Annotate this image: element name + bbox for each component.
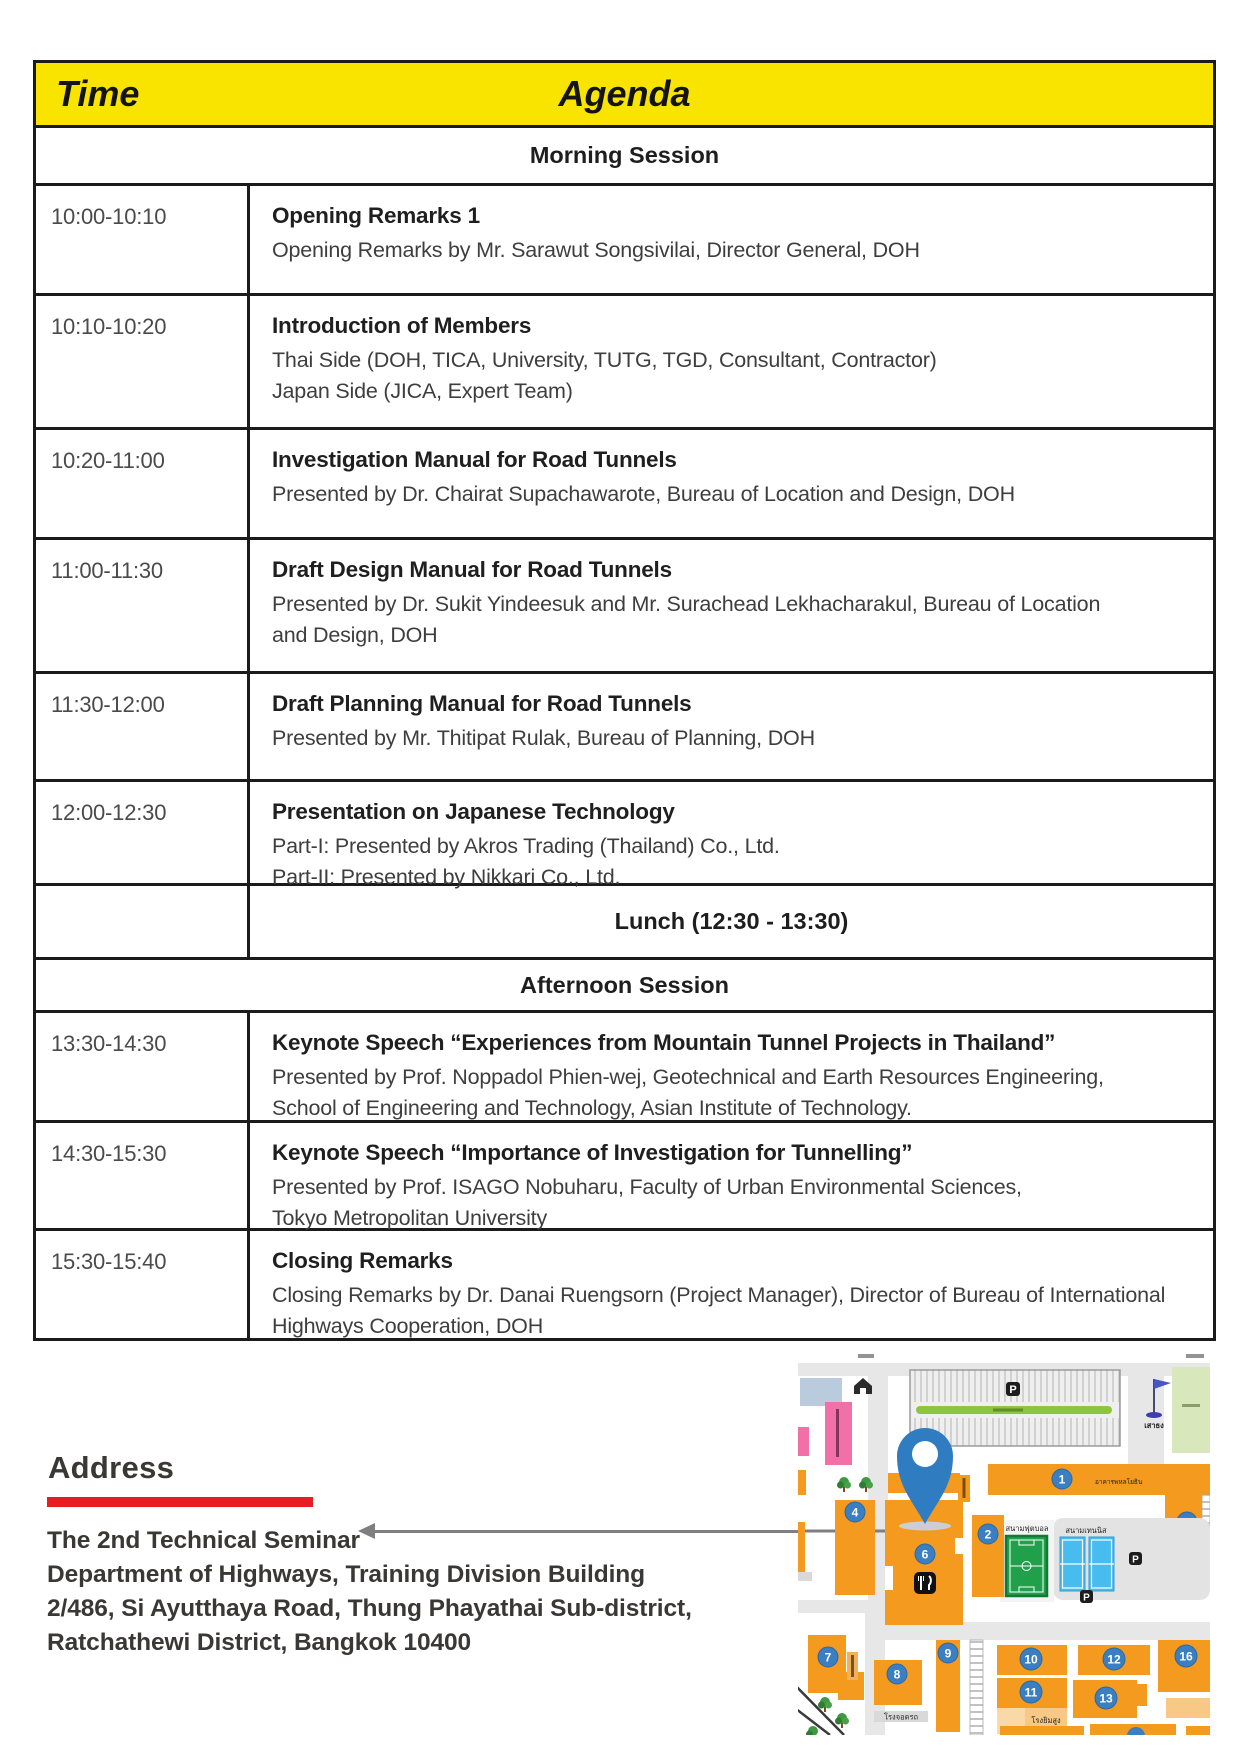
agenda-cell	[250, 1231, 1213, 1338]
building-10	[997, 1645, 1067, 1675]
item-line: and Design, DOH	[272, 623, 438, 647]
table-row	[36, 1228, 1213, 1338]
address-heading: Address	[48, 1450, 175, 1485]
agenda-cell	[250, 296, 1213, 427]
park-area	[1172, 1367, 1210, 1453]
restaurant-icon	[914, 1572, 936, 1594]
address-underline	[47, 1497, 313, 1507]
svg-text:6: 6	[921, 1547, 929, 1562]
building-2	[972, 1515, 1004, 1597]
item-title: Investigation Manual for Road Tunnels	[272, 447, 677, 472]
item-line: School of Engineering and Technology, Asian Institute of Technology.	[272, 1096, 912, 1120]
table-row	[36, 671, 1213, 779]
svg-text:13: 13	[1099, 1691, 1113, 1706]
time-cell: 10:10-10:20	[36, 296, 250, 427]
table-row	[36, 1120, 1213, 1228]
road-label-smudge	[858, 1354, 874, 1358]
lunch-label: Lunch (12:30 - 13:30)	[614, 908, 849, 934]
agenda-cell	[250, 1013, 1213, 1120]
svg-text:16: 16	[1179, 1649, 1193, 1664]
agenda-column-header: Agenda	[558, 73, 691, 114]
item-title: Keynote Speech “Importance of Investigation for Tunnelling”	[272, 1140, 913, 1165]
table-header-row	[36, 63, 1213, 125]
tennis-label: สนามเทนนิส	[1065, 1526, 1107, 1535]
item-line: Highways Cooperation, DOH	[272, 1314, 544, 1338]
svg-text:11: 11	[1024, 1685, 1038, 1700]
agenda-cell	[250, 782, 1213, 889]
item-title: Opening Remarks 1	[272, 203, 480, 228]
item-title: Introduction of Members	[272, 313, 532, 338]
time-cell: 12:00-12:30	[36, 782, 250, 883]
soccer-field	[1000, 1520, 1054, 1602]
building-11	[997, 1678, 1067, 1734]
edge-buildings	[798, 1470, 806, 1580]
item-line: Presented by Dr. Chairat Supachawarote, Bureau of Location and Design, DOH	[272, 482, 1015, 506]
flagpole-label: เสาธง	[1144, 1421, 1164, 1430]
address-block	[47, 1524, 692, 1660]
pointer-arrow-head-icon	[358, 1523, 375, 1539]
svg-text:12: 12	[1107, 1652, 1121, 1667]
soccer-label: สนามฟุตบอล	[1005, 1524, 1049, 1533]
lunch-row	[36, 883, 1213, 957]
svg-text:P: P	[1009, 1384, 1017, 1396]
svg-text:4: 4	[851, 1505, 859, 1520]
parking-icon	[1080, 1590, 1093, 1604]
item-title: Draft Planning Manual for Road Tunnels	[272, 691, 692, 716]
table-row	[36, 427, 1213, 537]
table-row	[36, 293, 1213, 427]
item-line: Closing Remarks by Dr. Danai Ruengsorn (Project Manager), Director of Bureau of International	[272, 1283, 1166, 1307]
building-9	[936, 1640, 960, 1732]
item-line: Presented by Prof. Noppadol Phien-wej, Geotechnical and Earth Resources Engineering,	[272, 1065, 1104, 1089]
svg-text:7: 7	[824, 1650, 832, 1665]
address-line: Department of Highways, Training Division Building	[47, 1561, 646, 1588]
item-title: Closing Remarks	[272, 1248, 453, 1273]
table-row	[36, 537, 1213, 671]
building-lightblue	[800, 1378, 842, 1406]
agenda-cell	[250, 1123, 1213, 1228]
address-line: The 2nd Technical Seminar	[47, 1527, 360, 1554]
building-13	[1073, 1680, 1147, 1718]
address-line: Ratchathewi District, Bangkok 10400	[47, 1629, 472, 1656]
table-row	[36, 1010, 1213, 1120]
map-label-pill	[798, 1572, 812, 1581]
table-row	[36, 183, 1213, 293]
morning-session-header	[36, 125, 1213, 183]
carport-label: โรงจอดรถ	[883, 1712, 919, 1722]
agenda-cell	[250, 430, 1213, 537]
building-1-label: อาคารพหลโยธิน	[1095, 1479, 1143, 1486]
sports-area	[1053, 1518, 1210, 1604]
svg-text:1: 1	[1058, 1472, 1066, 1487]
table-row	[36, 779, 1213, 889]
agenda-cell	[250, 540, 1213, 671]
item-title: Presentation on Japanese Technology	[272, 799, 675, 824]
afternoon-session-label: Afternoon Session	[520, 971, 729, 998]
time-cell: 15:30-15:40	[36, 1231, 250, 1338]
item-line: Opening Remarks by Mr. Sarawut Songsivilai, Director General, DOH	[272, 238, 920, 262]
item-line: Presented by Prof. ISAGO Nobuharu, Faculty of Urban Environmental Sciences,	[272, 1175, 1022, 1199]
agenda-cell	[250, 186, 1213, 293]
time-cell: 11:00-11:30	[36, 540, 250, 671]
item-line: Thai Side (DOH, TICA, University, TUTG, TGD, Consultant, Contractor)	[272, 348, 937, 372]
stairs	[970, 1640, 983, 1735]
time-cell-empty	[36, 886, 250, 957]
svg-text:P: P	[1083, 1592, 1090, 1604]
road-label-smudge	[1186, 1354, 1204, 1358]
address-line: 2/486, Si Ayutthaya Road, Thung Phayathai Sub-district,	[47, 1595, 692, 1622]
building-8	[874, 1660, 928, 1722]
time-cell: 13:30-14:30	[36, 1013, 250, 1120]
item-line: Part-I: Presented by Akros Trading (Thailand) Co., Ltd.	[272, 834, 780, 858]
item-line: Part-II: Presented by Nikkari Co., Ltd.	[272, 865, 621, 889]
time-cell: 11:30-12:00	[36, 674, 250, 779]
item-line: Japan Side (JICA, Expert Team)	[272, 379, 573, 403]
time-cell: 10:20-11:00	[36, 430, 250, 537]
building-4	[835, 1500, 875, 1595]
item-title: Keynote Speech “Experiences from Mountain Tunnel Projects in Thailand”	[272, 1030, 1056, 1055]
svg-text:8: 8	[893, 1667, 901, 1682]
item-line: Presented by Mr. Thitipat Rulak, Bureau of Planning, DOH	[272, 726, 815, 750]
time-cell: 14:30-15:30	[36, 1123, 250, 1228]
campus-map	[798, 1352, 1210, 1735]
svg-text:P: P	[1132, 1554, 1139, 1566]
time-cell: 10:00-10:10	[36, 186, 250, 293]
agenda-cell	[250, 674, 1213, 779]
svg-text:9: 9	[944, 1646, 952, 1661]
agenda-table	[33, 60, 1216, 1341]
morning-session-label: Morning Session	[529, 142, 720, 168]
parking-icon	[1006, 1382, 1020, 1396]
svg-text:10: 10	[1024, 1652, 1038, 1667]
afternoon-session-header	[36, 957, 1213, 1010]
item-line: Tokyo Metropolitan University	[272, 1206, 548, 1230]
time-column-header: Time	[56, 73, 140, 114]
gym-label: โรงยิมสูง	[1031, 1716, 1061, 1725]
svg-text:2: 2	[984, 1527, 992, 1542]
building-12	[1078, 1645, 1150, 1675]
item-line: Presented by Dr. Sukit Yindeesuk and Mr. Surachead Lekhacharakul, Bureau of Location	[272, 592, 1101, 616]
item-title: Draft Design Manual for Road Tunnels	[272, 557, 672, 582]
pointer-arrow-line	[374, 1530, 798, 1533]
parking-icon	[1129, 1552, 1142, 1566]
